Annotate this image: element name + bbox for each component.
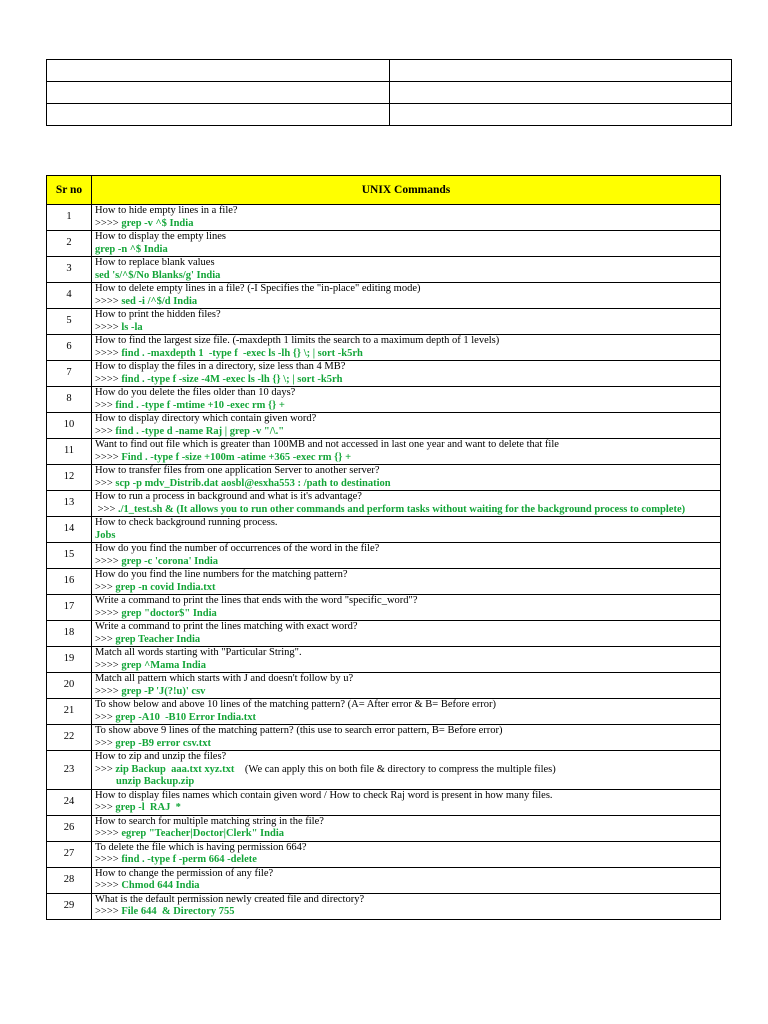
row-number: 8 bbox=[47, 387, 92, 413]
command-text: grep "doctor$" India bbox=[121, 607, 217, 619]
prompt-prefix: >>> bbox=[95, 477, 116, 489]
table-row bbox=[47, 205, 721, 231]
row-content bbox=[92, 725, 721, 751]
row-number: 6 bbox=[47, 335, 92, 361]
question-text: How to transfer files from one application Server to another server? bbox=[95, 465, 380, 476]
command-text: grep -v ^$ India bbox=[121, 217, 194, 229]
row-content bbox=[92, 309, 721, 335]
table-row bbox=[47, 491, 721, 517]
command-text: Find . -type f -size +100m -atime +365 -exec rm {} + bbox=[121, 451, 352, 463]
row-number: 12 bbox=[47, 465, 92, 491]
table-header-row bbox=[47, 176, 721, 205]
answer-line bbox=[95, 322, 717, 335]
row-number: 2 bbox=[47, 231, 92, 257]
command-text: grep -A10 -B10 Error India.txt bbox=[115, 711, 256, 723]
blank-header-table bbox=[46, 59, 732, 126]
command-text: grep -P 'J(?!u)' csv bbox=[121, 685, 206, 697]
row-number: 1 bbox=[47, 205, 92, 231]
question-text: How to replace blank values bbox=[95, 257, 215, 268]
prompt-prefix: >>>> bbox=[95, 828, 122, 839]
row-number: 11 bbox=[47, 439, 92, 465]
command-text: ls -la bbox=[121, 321, 143, 333]
question-text: How to change the permission of any file? bbox=[95, 867, 274, 879]
question-text: How do you delete the files older than 10 days? bbox=[95, 387, 296, 398]
answer-line bbox=[95, 776, 717, 789]
row-number: 7 bbox=[47, 361, 92, 387]
prompt-prefix: >>> bbox=[95, 802, 116, 813]
table-row bbox=[47, 361, 721, 387]
question-text: How to zip and unzip the files? bbox=[95, 751, 227, 762]
table-row bbox=[47, 413, 721, 439]
question-text: How to display the empty lines bbox=[95, 231, 226, 242]
row-content bbox=[92, 257, 721, 283]
table-row bbox=[47, 543, 721, 569]
row-content bbox=[92, 815, 721, 841]
question-text: To show below and above 10 lines of the matching pattern? (A= After error & B= Before error) bbox=[95, 699, 496, 710]
prompt-prefix: >>>> bbox=[95, 880, 122, 891]
question-text: How to hide empty lines in a file? bbox=[95, 205, 238, 216]
prompt-prefix: >>>> bbox=[95, 906, 122, 917]
answer-line bbox=[95, 634, 717, 647]
table-row bbox=[47, 257, 721, 283]
blank-cell bbox=[47, 82, 390, 104]
answer-line bbox=[95, 400, 717, 413]
command-text: find . -type f -size -4M -exec ls -lh {} \; | sort -k5rh bbox=[121, 373, 343, 385]
row-content bbox=[92, 231, 721, 257]
row-number: 27 bbox=[47, 841, 92, 867]
table-row bbox=[47, 751, 721, 790]
prompt-prefix: >>>> bbox=[95, 854, 122, 865]
prompt-prefix: >>>> bbox=[95, 217, 122, 229]
prompt-prefix: >>>> bbox=[95, 321, 122, 333]
prompt-prefix: >>>> bbox=[95, 295, 122, 307]
prompt-prefix: >>> bbox=[95, 503, 119, 515]
blank-cell bbox=[389, 60, 732, 82]
row-content bbox=[92, 387, 721, 413]
answer-line bbox=[95, 608, 717, 621]
question-text: How to display directory which contain given word? bbox=[95, 413, 317, 424]
answer-line bbox=[95, 802, 717, 815]
question-text: How to display the files in a directory, size less than 4 MB? bbox=[95, 361, 346, 372]
question-text: What is the default permission newly created file and directory? bbox=[95, 893, 365, 905]
prompt-prefix: >>> bbox=[95, 763, 116, 775]
row-number: 14 bbox=[47, 517, 92, 543]
table-row bbox=[47, 283, 721, 309]
row-number: 10 bbox=[47, 413, 92, 439]
command-text: find . -type f -mtime +10 -exec rm {} + bbox=[115, 399, 285, 411]
table-row bbox=[47, 789, 721, 815]
answer-line bbox=[95, 712, 717, 725]
answer-line bbox=[95, 828, 717, 841]
row-content bbox=[92, 595, 721, 621]
row-number: 29 bbox=[47, 893, 92, 919]
answer-line bbox=[95, 686, 717, 699]
row-number: 21 bbox=[47, 699, 92, 725]
table-row bbox=[47, 867, 721, 893]
row-content bbox=[92, 699, 721, 725]
command-text: sed -i /^$/d India bbox=[121, 295, 198, 307]
answer-line bbox=[95, 504, 717, 517]
table-row bbox=[47, 309, 721, 335]
command-text: grep -n covid India.txt bbox=[115, 581, 216, 593]
table-row bbox=[47, 517, 721, 543]
blank-cell bbox=[47, 60, 390, 82]
row-number: 28 bbox=[47, 867, 92, 893]
row-number: 15 bbox=[47, 543, 92, 569]
table-row bbox=[47, 815, 721, 841]
row-content bbox=[92, 283, 721, 309]
table-row bbox=[47, 699, 721, 725]
answer-line bbox=[95, 854, 717, 867]
command-text: find . -maxdepth 1 -type f -exec ls -lh {} \; | sort -k5rh bbox=[121, 347, 363, 359]
row-number: 5 bbox=[47, 309, 92, 335]
row-content bbox=[92, 841, 721, 867]
row-number: 4 bbox=[47, 283, 92, 309]
table-row bbox=[47, 647, 721, 673]
row-content bbox=[92, 439, 721, 465]
answer-line bbox=[95, 296, 717, 309]
row-content bbox=[92, 621, 721, 647]
unix-commands-table bbox=[46, 175, 721, 920]
row-number: 20 bbox=[47, 673, 92, 699]
answer-line bbox=[95, 582, 717, 595]
row-content bbox=[92, 205, 721, 231]
row-number: 22 bbox=[47, 725, 92, 751]
command-text: grep -c 'corona' India bbox=[121, 555, 219, 567]
command-text: grep -n ^$ India bbox=[95, 243, 168, 255]
command-text: grep -l RAJ * bbox=[115, 802, 181, 813]
question-text: How to find the largest size file. (-maxdepth 1 limits the search to a maximum depth of 1 levels) bbox=[95, 335, 500, 346]
sr-no-header: Sr no bbox=[47, 176, 92, 205]
blank-cell bbox=[389, 104, 732, 126]
prompt-prefix: >>> bbox=[95, 711, 116, 723]
question-text: To delete the file which is having permission 664? bbox=[95, 841, 307, 853]
prompt-prefix: >>>> bbox=[95, 347, 122, 359]
table-row bbox=[47, 725, 721, 751]
answer-line bbox=[95, 452, 717, 465]
row-content bbox=[92, 413, 721, 439]
table-row bbox=[47, 569, 721, 595]
answer-line bbox=[95, 478, 717, 491]
table-row bbox=[47, 841, 721, 867]
table-body bbox=[47, 205, 721, 920]
prompt-prefix: >>> bbox=[95, 425, 116, 437]
answer-line bbox=[95, 556, 717, 569]
answer-line bbox=[95, 244, 717, 257]
prompt-prefix: >>> bbox=[95, 737, 116, 749]
row-content bbox=[92, 335, 721, 361]
question-text: How do you find the line numbers for the matching pattern? bbox=[95, 569, 348, 580]
row-content bbox=[92, 647, 721, 673]
answer-line bbox=[95, 374, 717, 387]
table-row bbox=[47, 621, 721, 647]
prompt-prefix: >>> bbox=[95, 633, 116, 645]
command-note: (We can apply this on both file & directory to compress the multiple files) bbox=[234, 763, 556, 775]
row-number: 18 bbox=[47, 621, 92, 647]
row-content bbox=[92, 673, 721, 699]
answer-line bbox=[95, 530, 717, 543]
blank-cell bbox=[47, 104, 390, 126]
question-text: How to search for multiple matching string in the file? bbox=[95, 815, 324, 827]
answer-line bbox=[95, 764, 717, 777]
row-number: 26 bbox=[47, 815, 92, 841]
row-number: 24 bbox=[47, 789, 92, 815]
prompt-prefix: >>> bbox=[95, 581, 116, 593]
command-text: unzip Backup.zip bbox=[116, 776, 195, 787]
answer-line bbox=[95, 880, 717, 893]
question-text: How to check background running process. bbox=[95, 517, 278, 528]
answer-line bbox=[95, 348, 717, 361]
question-text: Match all words starting with "Particular String". bbox=[95, 647, 302, 658]
prompt-prefix: >>>> bbox=[95, 659, 122, 671]
row-number: 19 bbox=[47, 647, 92, 673]
row-content bbox=[92, 491, 721, 517]
command-text: grep -B9 error csv.txt bbox=[115, 737, 212, 749]
prompt-prefix: >>>> bbox=[95, 685, 122, 697]
answer-line bbox=[95, 218, 717, 231]
row-number: 13 bbox=[47, 491, 92, 517]
answer-line bbox=[95, 738, 717, 751]
row-number: 23 bbox=[47, 751, 92, 790]
row-content bbox=[92, 361, 721, 387]
row-content bbox=[92, 517, 721, 543]
prompt-prefix: >>>> bbox=[95, 607, 122, 619]
command-text: sed 's/^$/No Blanks/g' India bbox=[95, 269, 221, 281]
table-row bbox=[47, 595, 721, 621]
row-content bbox=[92, 751, 721, 790]
row-content bbox=[92, 465, 721, 491]
command-text: zip Backup aaa.txt xyz.txt bbox=[115, 763, 235, 775]
row-number: 17 bbox=[47, 595, 92, 621]
prompt-prefix: >>>> bbox=[95, 555, 122, 567]
question-text: Write a command to print the lines that ends with the word "specific_word"? bbox=[95, 595, 418, 606]
table-row bbox=[47, 387, 721, 413]
question-text: Match all pattern which starts with J and doesn't follow by u? bbox=[95, 673, 354, 684]
command-text: scp -p mdv_Distrib.dat aosbl@esxha553 : /path to destination bbox=[115, 477, 391, 489]
row-number: 16 bbox=[47, 569, 92, 595]
row-content bbox=[92, 569, 721, 595]
row-content bbox=[92, 543, 721, 569]
row-content bbox=[92, 893, 721, 919]
question-text: How to print the hidden files? bbox=[95, 309, 221, 320]
question-text: How to run a process in background and what is it's advantage? bbox=[95, 491, 362, 502]
table-row bbox=[47, 465, 721, 491]
command-text: grep ^Mama India bbox=[121, 659, 206, 671]
answer-line bbox=[95, 906, 717, 919]
question-text: Want to find out file which is greater than 100MB and not accessed in last one year and want to delete that file bbox=[95, 439, 559, 450]
prompt-prefix: >>> bbox=[95, 399, 116, 411]
unix-commands-header: UNIX Commands bbox=[92, 176, 721, 205]
blank-row bbox=[47, 104, 732, 126]
table-row bbox=[47, 335, 721, 361]
command-text: Chmod 644 India bbox=[121, 880, 200, 891]
question-text: How to display files names which contain given word / How to check Raj word is present in how many files. bbox=[95, 789, 553, 801]
command-text: grep Teacher India bbox=[115, 633, 201, 645]
command-text: ./1_test.sh & (It allows you to run other commands and perform tasks without waiting for the background process to complete) bbox=[118, 503, 686, 515]
table-row bbox=[47, 673, 721, 699]
command-text: find . -type d -name Raj | grep -v "/\." bbox=[115, 425, 285, 437]
prompt-prefix bbox=[95, 776, 116, 787]
row-content bbox=[92, 867, 721, 893]
answer-line bbox=[95, 270, 717, 283]
table-row bbox=[47, 231, 721, 257]
question-text: How do you find the number of occurrences of the word in the file? bbox=[95, 543, 380, 554]
prompt-prefix: >>>> bbox=[95, 373, 122, 385]
answer-line bbox=[95, 660, 717, 673]
question-text: How to delete empty lines in a file? (-I Specifies the "in-place" editing mode) bbox=[95, 283, 421, 294]
table-row bbox=[47, 893, 721, 919]
question-text: To show above 9 lines of the matching pattern? (this use to search error pattern, B= Before error) bbox=[95, 725, 503, 736]
prompt-prefix: >>>> bbox=[95, 451, 122, 463]
command-text: Jobs bbox=[95, 529, 116, 541]
blank-row bbox=[47, 82, 732, 104]
table-row bbox=[47, 439, 721, 465]
command-text: File 644 & Directory 755 bbox=[121, 906, 235, 917]
command-text: find . -type f -perm 664 -delete bbox=[121, 854, 257, 865]
question-text: Write a command to print the lines matching with exact word? bbox=[95, 621, 358, 632]
row-number: 3 bbox=[47, 257, 92, 283]
row-content bbox=[92, 789, 721, 815]
command-text: egrep "Teacher|Doctor|Clerk" India bbox=[121, 828, 284, 839]
answer-line bbox=[95, 426, 717, 439]
blank-row bbox=[47, 60, 732, 82]
blank-cell bbox=[389, 82, 732, 104]
